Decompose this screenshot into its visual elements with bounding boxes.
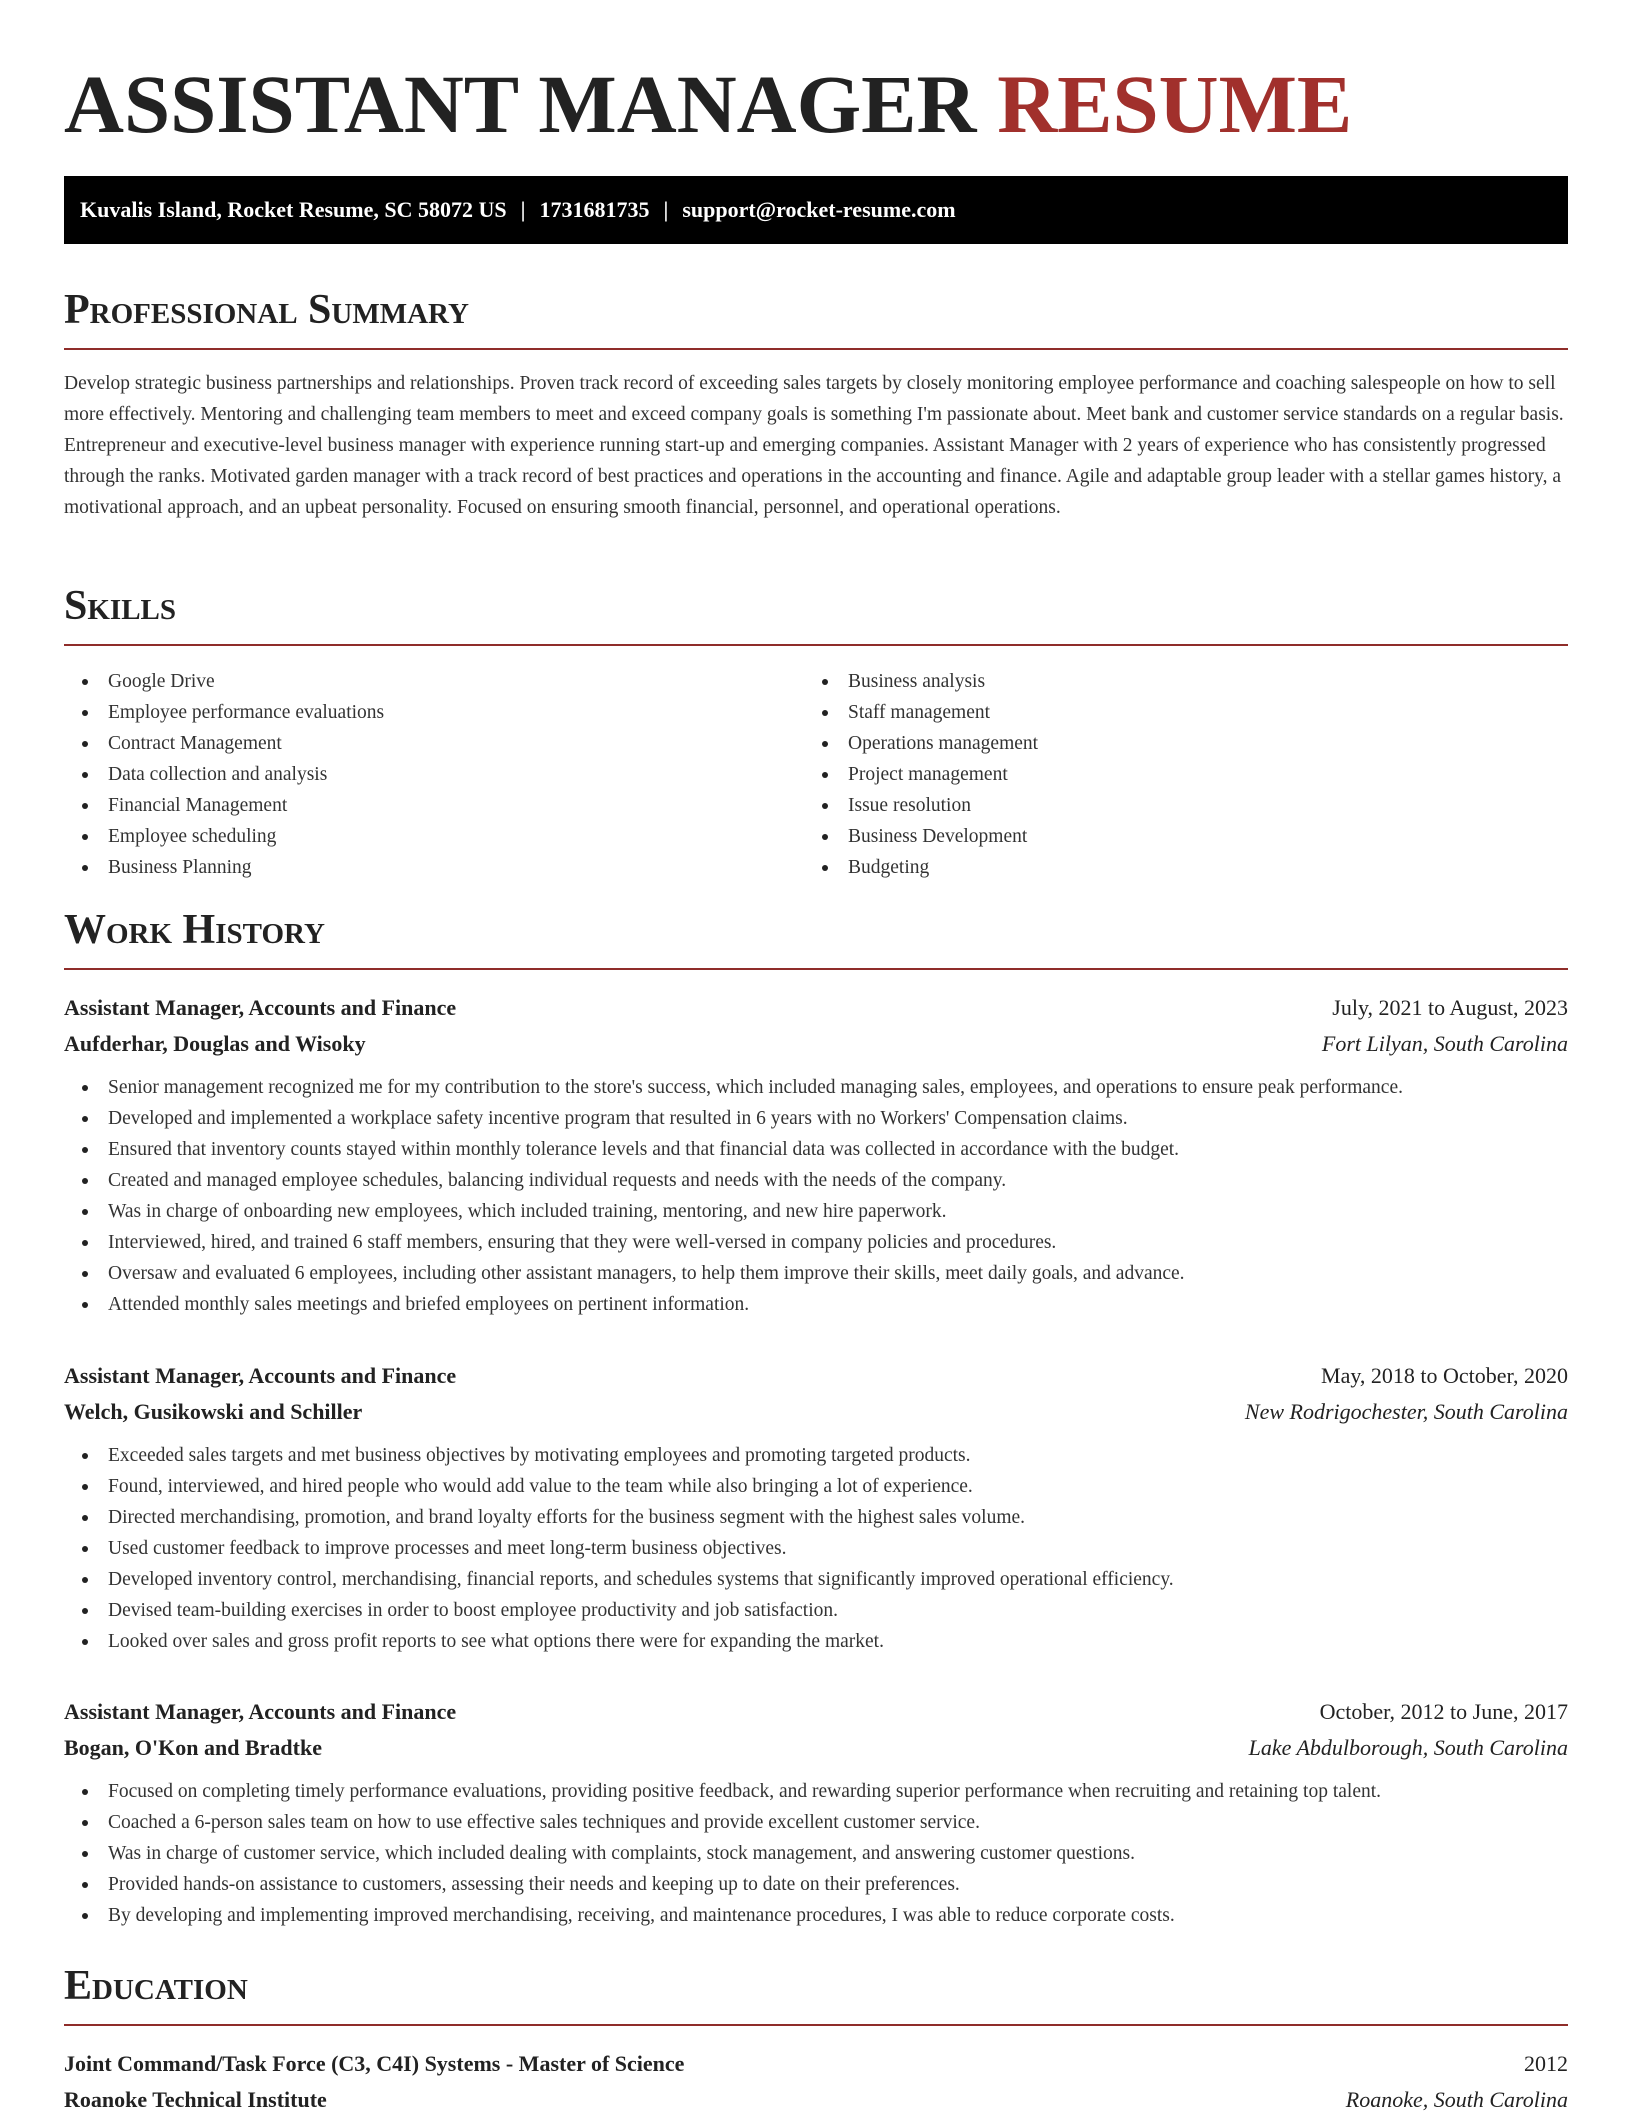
job-bullet: Developed and implemented a workplace safety incentive program that resulted in 6 years with no Workers' Compensation claims.	[64, 1103, 1568, 1134]
school-name: Roanoke Technical Institute	[64, 2087, 327, 2112]
job-bullet: Used customer feedback to improve processes and meet long-term business objectives.	[64, 1533, 1568, 1564]
contact-separator: |	[663, 197, 669, 222]
company-name: Aufderhar, Douglas and Wisoky	[64, 1031, 366, 1056]
degree-name: Joint Command/Task Force (C3, C4I) Systems - Master of Science	[64, 2051, 685, 2076]
company-name: Bogan, O'Kon and Bradtke	[64, 1735, 322, 1760]
job-bullet: Looked over sales and gross profit reports to see what options there were for expanding the market.	[64, 1626, 1568, 1657]
job-bullets	[64, 1440, 1568, 1657]
skill-item: Google Drive	[64, 666, 804, 697]
title-main: ASSISTANT MANAGER	[64, 58, 977, 150]
job-bullet: Was in charge of onboarding new employees, which included training, mentoring, and new hire paperwork.	[64, 1196, 1568, 1227]
company-name: Welch, Gusikowski and Schiller	[64, 1399, 363, 1424]
contact-phone: 1731681735	[539, 197, 650, 222]
summary-text: Develop strategic business partnerships and relationships. Proven track record of exceeding sales targets by closely monitoring employee performance and coaching salespeople on how to sell more effectively. Mentoring and challenging team members to meet and exceed company goals is something I'm passionate about. Meet bank and customer service standards on a regular basis. Entrepreneur and executive-level business manager with experience running start-up and emerging companies. Assistant Manager with 2 years of experience who has consistently progressed through the ranks. Motivated garden manager with a track record of best practices and operations in the accounting and finance. Agile and adaptable group leader with a stellar games history, a motivational approach, and an upbeat personality. Focused on ensuring smooth financial, personnel, and operational operations.	[64, 373, 1564, 518]
job-bullet: Created and managed employee schedules, balancing individual requests and needs with the needs of the company.	[64, 1165, 1568, 1196]
job-location: Fort Lilyan, South Carolina	[1321, 1031, 1568, 1056]
skill-item: Staff management	[804, 697, 1544, 728]
job-bullet: Senior management recognized me for my contribution to the store's success, which included managing sales, employees, and operations to ensure peak performance.	[64, 1072, 1568, 1103]
skill-item: Business analysis	[804, 666, 1544, 697]
job-dates: July, 2021 to August, 2023	[1332, 995, 1568, 1020]
skill-item: Business Planning	[64, 852, 804, 883]
job-bullet: Ensured that inventory counts stayed within monthly tolerance levels and that financial data was collected in accordance with the budget.	[64, 1134, 1568, 1165]
education-entry	[64, 2046, 1568, 2112]
section-heading-work: Work History	[64, 906, 1568, 970]
skill-item: Operations management	[804, 728, 1544, 759]
job-bullet: Devised team-building exercises in order to boost employee productivity and job satisfaction.	[64, 1595, 1568, 1626]
skill-item: Issue resolution	[804, 790, 1544, 821]
job-bullet: Exceeded sales targets and met business objectives by motivating employees and promoting targeted products.	[64, 1440, 1568, 1471]
section-heading-skills: Skills	[64, 582, 1568, 646]
job-bullet: Coached a 6-person sales team on how to use effective sales techniques and provide excellent customer service.	[64, 1807, 1568, 1838]
work-entry	[64, 990, 1568, 1320]
job-bullets	[64, 1072, 1568, 1320]
skill-item: Employee scheduling	[64, 821, 804, 852]
contact-separator: |	[520, 197, 526, 222]
job-bullet: Attended monthly sales meetings and briefed employees on pertinent information.	[64, 1289, 1568, 1320]
skill-item: Business Development	[804, 821, 1544, 852]
skill-item: Financial Management	[64, 790, 804, 821]
contact-address: Kuvalis Island, Rocket Resume, SC 58072 US	[80, 197, 507, 222]
section-heading-summary: Professional Summary	[64, 286, 1568, 350]
job-bullet: By developing and implementing improved merchandising, receiving, and maintenance procedures, I was able to reduce corporate costs.	[64, 1900, 1568, 1931]
section-heading-education: Education	[64, 1962, 1568, 2026]
work-entry	[64, 1358, 1568, 1657]
contact-email: support@rocket-resume.com	[682, 197, 956, 222]
contact-bar	[64, 176, 1568, 244]
skill-item: Data collection and analysis	[64, 759, 804, 790]
job-location: Lake Abdulborough, South Carolina	[1248, 1735, 1568, 1760]
resume-title	[64, 58, 1352, 150]
skill-item: Project management	[804, 759, 1544, 790]
job-bullet: Oversaw and evaluated 6 employees, including other assistant managers, to help them improve their skills, meet daily goals, and advance.	[64, 1258, 1568, 1289]
job-title: Assistant Manager, Accounts and Finance	[64, 1363, 457, 1388]
skills-list	[64, 666, 1568, 883]
school-location: Roanoke, South Carolina	[1345, 2087, 1568, 2112]
job-dates: May, 2018 to October, 2020	[1321, 1363, 1568, 1388]
skill-item: Contract Management	[64, 728, 804, 759]
job-title: Assistant Manager, Accounts and Finance	[64, 1699, 457, 1724]
job-title: Assistant Manager, Accounts and Finance	[64, 995, 457, 1020]
title-accent: RESUME	[997, 58, 1353, 150]
skills-column-right	[804, 666, 1544, 883]
job-bullet: Developed inventory control, merchandising, financial reports, and schedules systems that significantly improved operational efficiency.	[64, 1564, 1568, 1595]
skills-column-left	[64, 666, 804, 883]
job-bullet: Focused on completing timely performance evaluations, providing positive feedback, and rewarding superior performance when recruiting and retaining top talent.	[64, 1776, 1568, 1807]
job-dates: October, 2012 to June, 2017	[1319, 1699, 1568, 1724]
job-bullet: Found, interviewed, and hired people who would add value to the team while also bringing a lot of experience.	[64, 1471, 1568, 1502]
education-year: 2012	[1524, 2051, 1568, 2076]
work-entry	[64, 1694, 1568, 1931]
skill-item: Budgeting	[804, 852, 1544, 883]
job-bullet: Provided hands-on assistance to customers, assessing their needs and keeping up to date on their preferences.	[64, 1869, 1568, 1900]
job-bullets	[64, 1776, 1568, 1931]
skill-item: Employee performance evaluations	[64, 697, 804, 728]
job-bullet: Directed merchandising, promotion, and brand loyalty efforts for the business segment with the highest sales volume.	[64, 1502, 1568, 1533]
job-bullet: Was in charge of customer service, which included dealing with complaints, stock management, and answering customer questions.	[64, 1838, 1568, 1869]
job-location: New Rodrigochester, South Carolina	[1244, 1399, 1568, 1424]
job-bullet: Interviewed, hired, and trained 6 staff members, ensuring that they were well-versed in company policies and procedures.	[64, 1227, 1568, 1258]
